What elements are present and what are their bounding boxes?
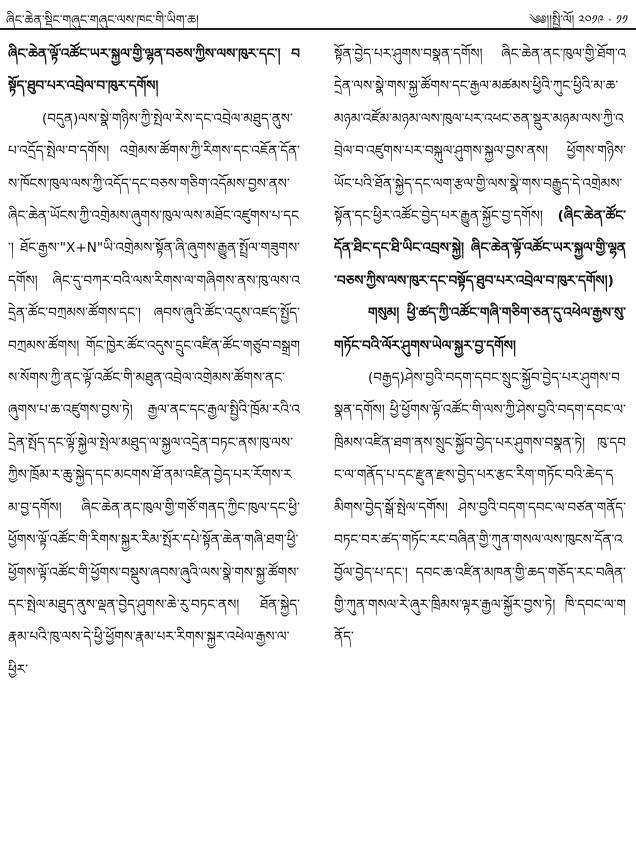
paragraph-bold-note: (ཞིང་ཆེན་ཚོང་དོན་ཐིང་དང་ཐི་ཡིང་འབྲས་སྐྱེ། ཞིང་ཆེན་ལྟོ་འཚོང་ཡར་སྐྱལ་གྱི་ལྷན་བཅས་ཀྱིས་ལས་ཁུར་དང་བསྟོད་ཐུབ་པར་འབྲེལ་བ་ཁུར་དགོས།) [334,208,626,289]
issue-number: ༄༅།།སྤྱི་ལོ། ༢༠༡༩ · ༡༡ [528,12,628,27]
left-column [8,38,300,850]
body-paragraph: (བརྒྱད)ཤེས་བྱའི་བདག་དབང་སྲུང་སྐྱོབ་བྱེད་པར་ཤུགས་བསྣན་དགོས། ཕྱི་ཕྱོགས་ལྟོ་འཚོང་གི་ལས་ཀྱི་ཤེས་བྱའི་བདག་དབང་ལ་ཁྲིམས་འཛིན་ཐག་ནས་སྲུང་སྐྱོབ་བྱེད་པར་ཤུགས་བསྣན་ཏེ། ཁུ་དབང་ལ་གནོད་པ་དང་རྫུན་རྫས་བྱེད་པར་རྩང་རིག་གཏོང་བའི་ཆེད་དམིགས་བྱེད་སྒོ་སྤེལ་དགོས། ཤེས་བྱའི་བདག་དབང་ལ་བཙན་གནོད་བཏང་བར་ཚད་གཏོང་རང་བཞིན་གྱི་ཀུན་གསལ་ལས་ཁུངས་དོན་འབྱོལ་བྱེད་པ་དང་། དབང་ཆ་འཛིན་མཁན་གྱི་ཆད་གཅོད་རང་བཞིན་གྱི་ཀུན་གསལ་རེ་ཞུར་ཁྲིམས་ལྟར་རྒྱལ་སྐྱོར་བྱས་ཏེ། ཁི་དབང་ལ་གནོད་ [334,370,626,646]
running-title: ཞིང་ཆེན་སྡིང་གཞུང་གཞུང་ལས་ཁང་གི་ཡིག་ཆ། [6,12,199,27]
page-header [0,0,636,30]
paragraph-text: སྟོན་བྱེད་པར་ཤུགས་བསྣན་དགོས། ཞིང་ཆེན་ནང་ཁུལ་གྱི་ཐོག་འདྲེན་ལས་སྣེ་གས་སྐྱ་ཚོགས་དང་རྒྱལ་མཚམས་ཕྱིའི་ཀུང་ཕྱིའི་མ་ཆ་མཉམ་འཛོམ་མཉམ་ལས་ཁུལ་པར་འཕང་ཅན་སྡུར་མཉམ་ལས་ཀྱི་འབྲེལ་བ་འཛུགས་པར་བསྐུལ་ཤུགས་སྐྱལ་བྱས་ནས། ཕྱོགས་གཉིས་ཡོང་པའི་ཐོན་སྐྱེད་དང་ལག་རྩལ་གྱི་ལས་སྣེ་གས་བརྒྱུད་དེ་འགྲེམས་སྟོན་དང་ཕྱིར་འཚོང་བྱེད་པར་རྒྱུན་སྐྱོང་བྱ་དགོས། [334,46,626,225]
body-paragraph [334,38,626,297]
body-paragraph: (བདུན)ལས་སྣེ་གཉིས་ཀྱི་སྤེལ་རེས་དང་འབྲེལ་མཐུད་ནུས་པ་འདྲོད་སྤེལ་བ་དགོས། འགྲེམས་ཚོགས་ཀྱི་རིགས་དང་འཇོན་དོན་ས་ཁོངས་ཁུལ་ལས་ཀྱི་འདོད་དང་བཅས་གཅིག་འདོམས་བྱས་ནས་ཞིང་ཆེན་ཡོངས་ཀྱི་འགྲེམས་ཞུགས་ཁུལ་ལས་མཐོང་འཛུགས་པ་དང་། ཐོང་རྒྱས་"X+N"ཡི་འགྲེམས་སྟོན་ཞི་ཞུགས་རྒྱུན་སྤྲོལ་གཟུགས་དགོས། ཞིང་དུ་བཀར་བའི་ལས་རིགས་ལ་གཞིགས་ནས་ཁུ་ལས་འདྲེན་ཚོང་བཀྲམས་ཚོགས་དང་། ཞབས་ཞུའི་ཚོང་འདུས་འཛད་སྤྱོད་བཀྲམས་ཚོགས། གོང་ཁྱེར་ཚོང་འདུས་དྲུང་འཛིན་ཚོང་གཙུབ་བསྒྲགས་སོགས་ཀྱི་ནང་ལྟོ་འཚོང་གི་མཐུན་འབྲེལ་འགྲེམས་ཚོགས་ནང་ཞུགས་པ་ཆ་འཛུགས་བྱས་ཏེ། རྒྱལ་ནང་དང་རྒྱལ་སྤྱིའི་ཁྲོམ་རའི་འདྲེན་སྤོད་དང་ལྟོ་སྐྱེལ་སྤེལ་མཐུད་ལ་སྐྱལ་འདྲེན་བཏང་ནས་ཁུ་ལས་ཀྱིས་ཁྲོམ་ར་ཆུ་སྐྱེད་དང་མངགས་ཐོ་ནམ་འཛིན་བྱེད་པར་རོགས་རམ་བྱ་དགོས། ཞིང་ཆེན་ནང་ཁུལ་གྱི་གཙོ་གནད་ཀྱིང་ཁུལ་དང་ཕྱི་ཕྱོགས་ལྟོ་འཚོང་གི་རིགས་སྐྱར་རིམ་སྤོར་དཔེ་སྟོན་ཆེན་གཞི་ཐག་ཕྱི་ཕྱོགས་ལྟོ་འཚོང་གི་ཕྱོགས་བསྡུས་ཞབས་ཞུའི་ལས་སྣེ་གས་སྐྱ་ཚོགས་དང་སྤེལ་མཐུད་ནུས་ལྡན་བྱེད་ཤུགས་ཆེ་རུ་བཏང་ནས། ཐོན་སྐྱེད་རྣམ་པའི་ཁུ་ལས་དེ་ཕྱི་ཕྱོགས་རྣམ་པར་རིགས་སྐྱར་འཕེལ་རྒྱས་ལ་ཕྱིར་ [8,110,300,678]
right-column [334,38,626,850]
section-heading: གསུམ། ཕྱི་ཚད་ཀྱི་འཚོང་གཞི་གཅིག་ཅན་དུ་འཕེལ་རྒྱས་སུ་གཏོང་བའི་ལོར་ཤུགས་ཡེལ་སྐྱར་བྱ་དགོས། [334,305,626,354]
section-heading: ཞིང་ཆེན་ལྟོ་འཚོང་ཡར་སྐྱལ་གྱི་ལྷན་བཅས་ཀྱིས་ལས་ཁུར་དང་། བསྟོད་ཐུབ་པར་འབྲེལ་བ་ཁུར་དགོས། [8,46,300,95]
